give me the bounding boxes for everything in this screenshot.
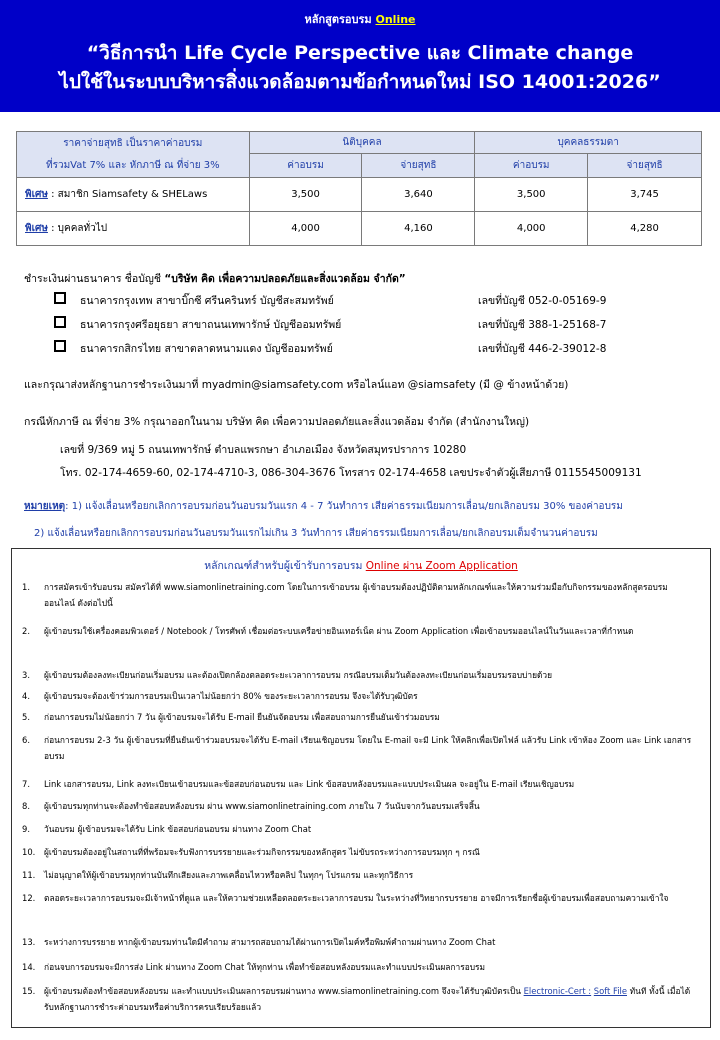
- rules-title-highlight: Online ผ่าน Zoom Application: [365, 560, 518, 572]
- checkbox-icon: [54, 316, 66, 328]
- rules-title-text: หลักเกณฑ์สำหรับผู้เข้ารับการอบรม: [204, 560, 366, 572]
- rule-number: 15.: [22, 986, 36, 996]
- online-label: Online: [375, 13, 416, 26]
- juristic-fee-cell: 3,500: [249, 178, 362, 212]
- rule-text: ก่อนการอบรมไม่น้อยกว่า 7 วัน ผู้เข้าอบรมจะได้รับ E-mail ยืนยันจัดอบรม เพื่อสอบถามการยืนยันเข้าร่วมอบรม: [44, 712, 440, 722]
- checkbox-icon: [54, 292, 66, 304]
- rule-number: 14.: [22, 962, 36, 972]
- individual-net-cell: 4,280: [588, 212, 702, 246]
- rule-text: ผู้เข้าอบรมต้องลงทะเบียนก่อนเริ่มอบรม และต้องเปิดกล้องตลอดระยะเวลาการอบรม กรณีอบรมเต็มวันต้องลงทะเบียนก่อนเริ่มอบรมรอบบ่ายด้วย: [44, 670, 553, 680]
- course-kicker: [0, 10, 720, 28]
- note-label: หมายเหตุ: [24, 501, 66, 512]
- bank-account: เลขที่บัญชี 446-2-39012-8: [478, 343, 607, 355]
- header-banner: [0, 0, 720, 112]
- juristic-net-cell: 4,160: [362, 212, 475, 246]
- juristic-net-header: จ่ายสุทธิ: [362, 154, 475, 178]
- individual-fee-cell: 4,000: [475, 212, 588, 246]
- rule-text: ผู้เข้าอบรมใช้เครื่องคอมพิวเตอร์ / Notebook / โทรศัพท์ เชื่อมต่อระบบเครือข่ายอินเทอร์เน็ต ผ่าน Zoom Application เพื่อเข้าอบรมออนไลน์ในวันและเวลาที่กำหนด: [44, 626, 634, 636]
- rule-text: ก่อนการอบรม 2-3 วัน ผู้เข้าอบรมที่ยืนยันเข้าร่วมอบรมจะได้รับ E-mail เรียนเชิญอบรม โดยใน E-mail จะมี Link ให้คลิกเพื่อเปิดไฟล์ แล้วรับ Link เข้าห้อง Zoom และ Link เอกสารอบรม: [44, 735, 692, 761]
- rule-number: 13.: [22, 937, 36, 947]
- rule-text-tail: ทันที ทั้งนี้ เมื่อได้รับหลักฐานการชำระค่าอบรมหรือค่าบริการครบเรียบร้อยแล้ว: [44, 986, 691, 1012]
- special-tag: พิเศษ: [25, 223, 48, 234]
- bank-name: ธนาคารกสิกรไทย สาขาตลาดหนามแดง บัญชีออมทรัพย์: [80, 343, 333, 355]
- rule-number: 1.: [22, 582, 30, 592]
- rule-text: การสมัครเข้ารับอบรม สมัครได้ที่ www.siamonlinetraining.com โดยในการเข้าอบรม ผู้เข้าอบรมต้องปฏิบัติตามหลักเกณฑ์และให้ความร่วมมือกับกิจกรรมของหลักสูตรอบรมออนไลน์ ดังต่อไปนี้: [44, 582, 668, 608]
- payment-intro: [24, 270, 406, 287]
- note-1-text: : 1) แจ้งเลื่อนหรือยกเลิกการอบรมก่อนวันอบรมวันแรก 4 - 7 วันทำการ เสียค่าธรรมเนียมการเลื่อน/ยกเลิกอบรม 30% ของค่าอบรม: [65, 501, 623, 512]
- list-item: [54, 292, 704, 308]
- juristic-header: นิติบุคคล: [249, 132, 475, 154]
- rule-text: ระหว่างการบรรยาย หากผู้เข้าอบรมท่านใดมีคำถาม สามารถสอบถามได้ผ่านการเปิดไมค์หรือพิมพ์คำถามผ่านทาง Zoom Chat: [44, 937, 496, 947]
- rule-text: ผู้เข้าอบรมทุกท่านจะต้องทำข้อสอบหลังอบรม ผ่าน www.siamonlinetraining.com ภายใน 7 วันนับจากวันอบรมเสร็จสิ้น: [44, 801, 480, 811]
- row-label-text: : บุคคลทั่วไป: [47, 223, 108, 234]
- course-title-line1: “วิธีการนำ Life Cycle Perspective และ Climate change: [86, 42, 634, 64]
- account-name: “บริษัท คิด เพื่อความปลอดภัยและสิ่งแวดล้อม จำกัด”: [164, 273, 406, 285]
- list-item: [54, 340, 704, 356]
- tax-address: เลขที่ 9/369 หมู่ 5 ถนนเทพารักษ์ ตำบลแพรกษา อำเภอเมือง จังหวัดสมุทรปราการ 10280: [60, 444, 467, 456]
- rules-title: [12, 557, 710, 574]
- rule-number: 3.: [22, 670, 30, 680]
- juristic-net-cell: 3,640: [362, 178, 475, 212]
- table-row: [17, 212, 702, 246]
- rule-number: 10.: [22, 847, 36, 857]
- rule-text: ไม่อนุญาตให้ผู้เข้าอบรมทุกท่านบันทึกเสียงและภาพเคลื่อนไหวหรือคลิป ในทุกๆ โปรแกรม และทุกวิธีการ: [44, 870, 414, 880]
- individual-net-cell: 3,745: [588, 178, 702, 212]
- send-proof-text: และกรุณาส่งหลักฐานการชำระเงินมาที่ myadmin@siamsafety.com หรือไลน์แอท @siamsafety (มี @ ข้างหน้าด้วย): [24, 379, 569, 391]
- rule-number: 12.: [22, 893, 36, 903]
- rule-text: [44, 983, 692, 1015]
- bank-account: เลขที่บัญชี 388-1-25168-7: [478, 319, 607, 331]
- tax-instruction: กรณีหักภาษี ณ ที่จ่าย 3% กรุณาออกในนาม บริษัท คิด เพื่อความปลอดภัยและสิ่งแวดล้อม จำกัด (สำนักงานใหญ่): [24, 416, 530, 428]
- rule-number: 2.: [22, 626, 30, 636]
- rule-number: 5.: [22, 712, 30, 722]
- individual-net-header: จ่ายสุทธิ: [588, 154, 702, 178]
- row-label: [17, 178, 250, 212]
- bank-name: ธนาคารกรุงเทพ สาขาบิ๊กซี ศรีนครินทร์ บัญชีสะสมทรัพย์: [80, 295, 334, 307]
- rule-number: 6.: [22, 735, 30, 745]
- note-2: 2) แจ้งเลื่อนหรือยกเลิกการอบรมก่อนวันอบรมวันแรกไม่เกิน 3 วันทำการ เสียค่าธรรมเนียมการเลื่อน/ยกเลิกอบรมเต็มจำนวนค่าอบรม: [34, 528, 598, 539]
- ecert-link[interactable]: Electronic-Cert :: [523, 986, 592, 996]
- individual-header: บุคคลธรรมดา: [475, 132, 702, 154]
- special-tag: พิเศษ: [25, 189, 48, 200]
- rule-number: 9.: [22, 824, 30, 834]
- rule-text: ตลอดระยะเวลาการอบรมจะมีเจ้าหน้าที่ดูแล และให้ความช่วยเหลือตลอดระยะเวลาการอบรม ในระหว่างที่วิทยากรบรรยาย อาจมีการเรียกชื่อผู้เข้าอบรมเพื่อสอบถามความเข้าใจ: [44, 893, 669, 903]
- bank-name: ธนาคารกรุงศรีอยุธยา สาขาถนนเทพารักษ์ บัญชีออมทรัพย์: [80, 319, 342, 331]
- kicker-text: หลักสูตรอบรม: [304, 13, 372, 26]
- rule-text: วันอบรม ผู้เข้าอบรมจะได้รับ Link ข้อสอบก่อนอบรม ผ่านทาง Zoom Chat: [44, 824, 312, 834]
- rule-number: 8.: [22, 801, 30, 811]
- bank-account: เลขที่บัญชี 052-0-05169-9: [478, 295, 607, 307]
- price-note-header: [17, 132, 250, 178]
- row-label: [17, 212, 250, 246]
- checkbox-icon: [54, 340, 66, 352]
- rule-text: ผู้เข้าอบรมจะต้องเข้าร่วมการอบรมเป็นเวลาไม่น้อยกว่า 80% ของระยะเวลาการอบรม จึงจะได้รับวุฒิบัตร: [44, 691, 418, 701]
- juristic-fee-cell: 4,000: [249, 212, 362, 246]
- course-title-line2: ไปใช้ในระบบบริหารสิ่งแวดล้อมตามข้อกำหนดใหม่ ISO 14001:2026”: [59, 71, 661, 93]
- individual-fee-cell: 3,500: [475, 178, 588, 212]
- list-item: [54, 316, 704, 332]
- soft-file-link[interactable]: Soft File: [593, 986, 627, 996]
- payment-intro-text: ชำระเงินผ่านธนาคาร ชื่อบัญชี: [24, 273, 165, 285]
- rule-text: ก่อนจบการอบรมจะมีการส่ง Link ผ่านทาง Zoom Chat ให้ทุกท่าน เพื่อทำข้อสอบหลังอบรมและทำแบบประเมินผลการอบรม: [44, 962, 486, 972]
- price-table: [16, 131, 702, 246]
- rule-text: Link เอกสารอบรม, Link ลงทะเบียนเข้าอบรมและข้อสอบก่อนอบรม และ Link ข้อสอบหลังอบรมและแบบประเมินผล จะอยู่ใน E-mail เรียนเชิญอบรม: [44, 779, 575, 789]
- rule-text: ผู้เข้าอบรมต้องอยู่ในสถานที่ที่พร้อมจะรับฟังการบรรยายและร่วมกิจกรรมของหลักสูตร ไม่ขับรถระหว่างการอบรมทุก ๆ กรณี: [44, 847, 480, 857]
- row-label-text: : สมาชิก Siamsafety & SHELaws: [47, 189, 208, 200]
- rule-number: 4.: [22, 691, 30, 701]
- juristic-fee-header: ค่าอบรม: [249, 154, 362, 178]
- price-note-line1: ราคาจ่ายสุทธิ เป็นราคาค่าอบรม: [63, 137, 203, 149]
- rule-number: 11.: [22, 870, 36, 880]
- rules-box: [11, 548, 711, 1028]
- tax-contact: โทร. 02-174-4659-60, 02-174-4710-3, 086-304-3676 โทรสาร 02-174-4658 เลขประจำตัวผู้เสียภาษี 0115545009131: [60, 467, 642, 479]
- note-1: [24, 499, 623, 514]
- individual-fee-header: ค่าอบรม: [475, 154, 588, 178]
- rule-text-main: ผู้เข้าอบรมต้องทำข้อสอบหลังอบรม และทำแบบประเมินผลการอบรมผ่านทาง www.siamonlinetraining.com จึงจะได้รับวุฒิบัตรเป็น: [44, 986, 524, 996]
- table-row: [17, 178, 702, 212]
- price-note-line2: ที่รวมVat 7% และ หักภาษี ณ ที่จ่าย 3%: [45, 159, 220, 171]
- rule-number: 7.: [22, 779, 30, 789]
